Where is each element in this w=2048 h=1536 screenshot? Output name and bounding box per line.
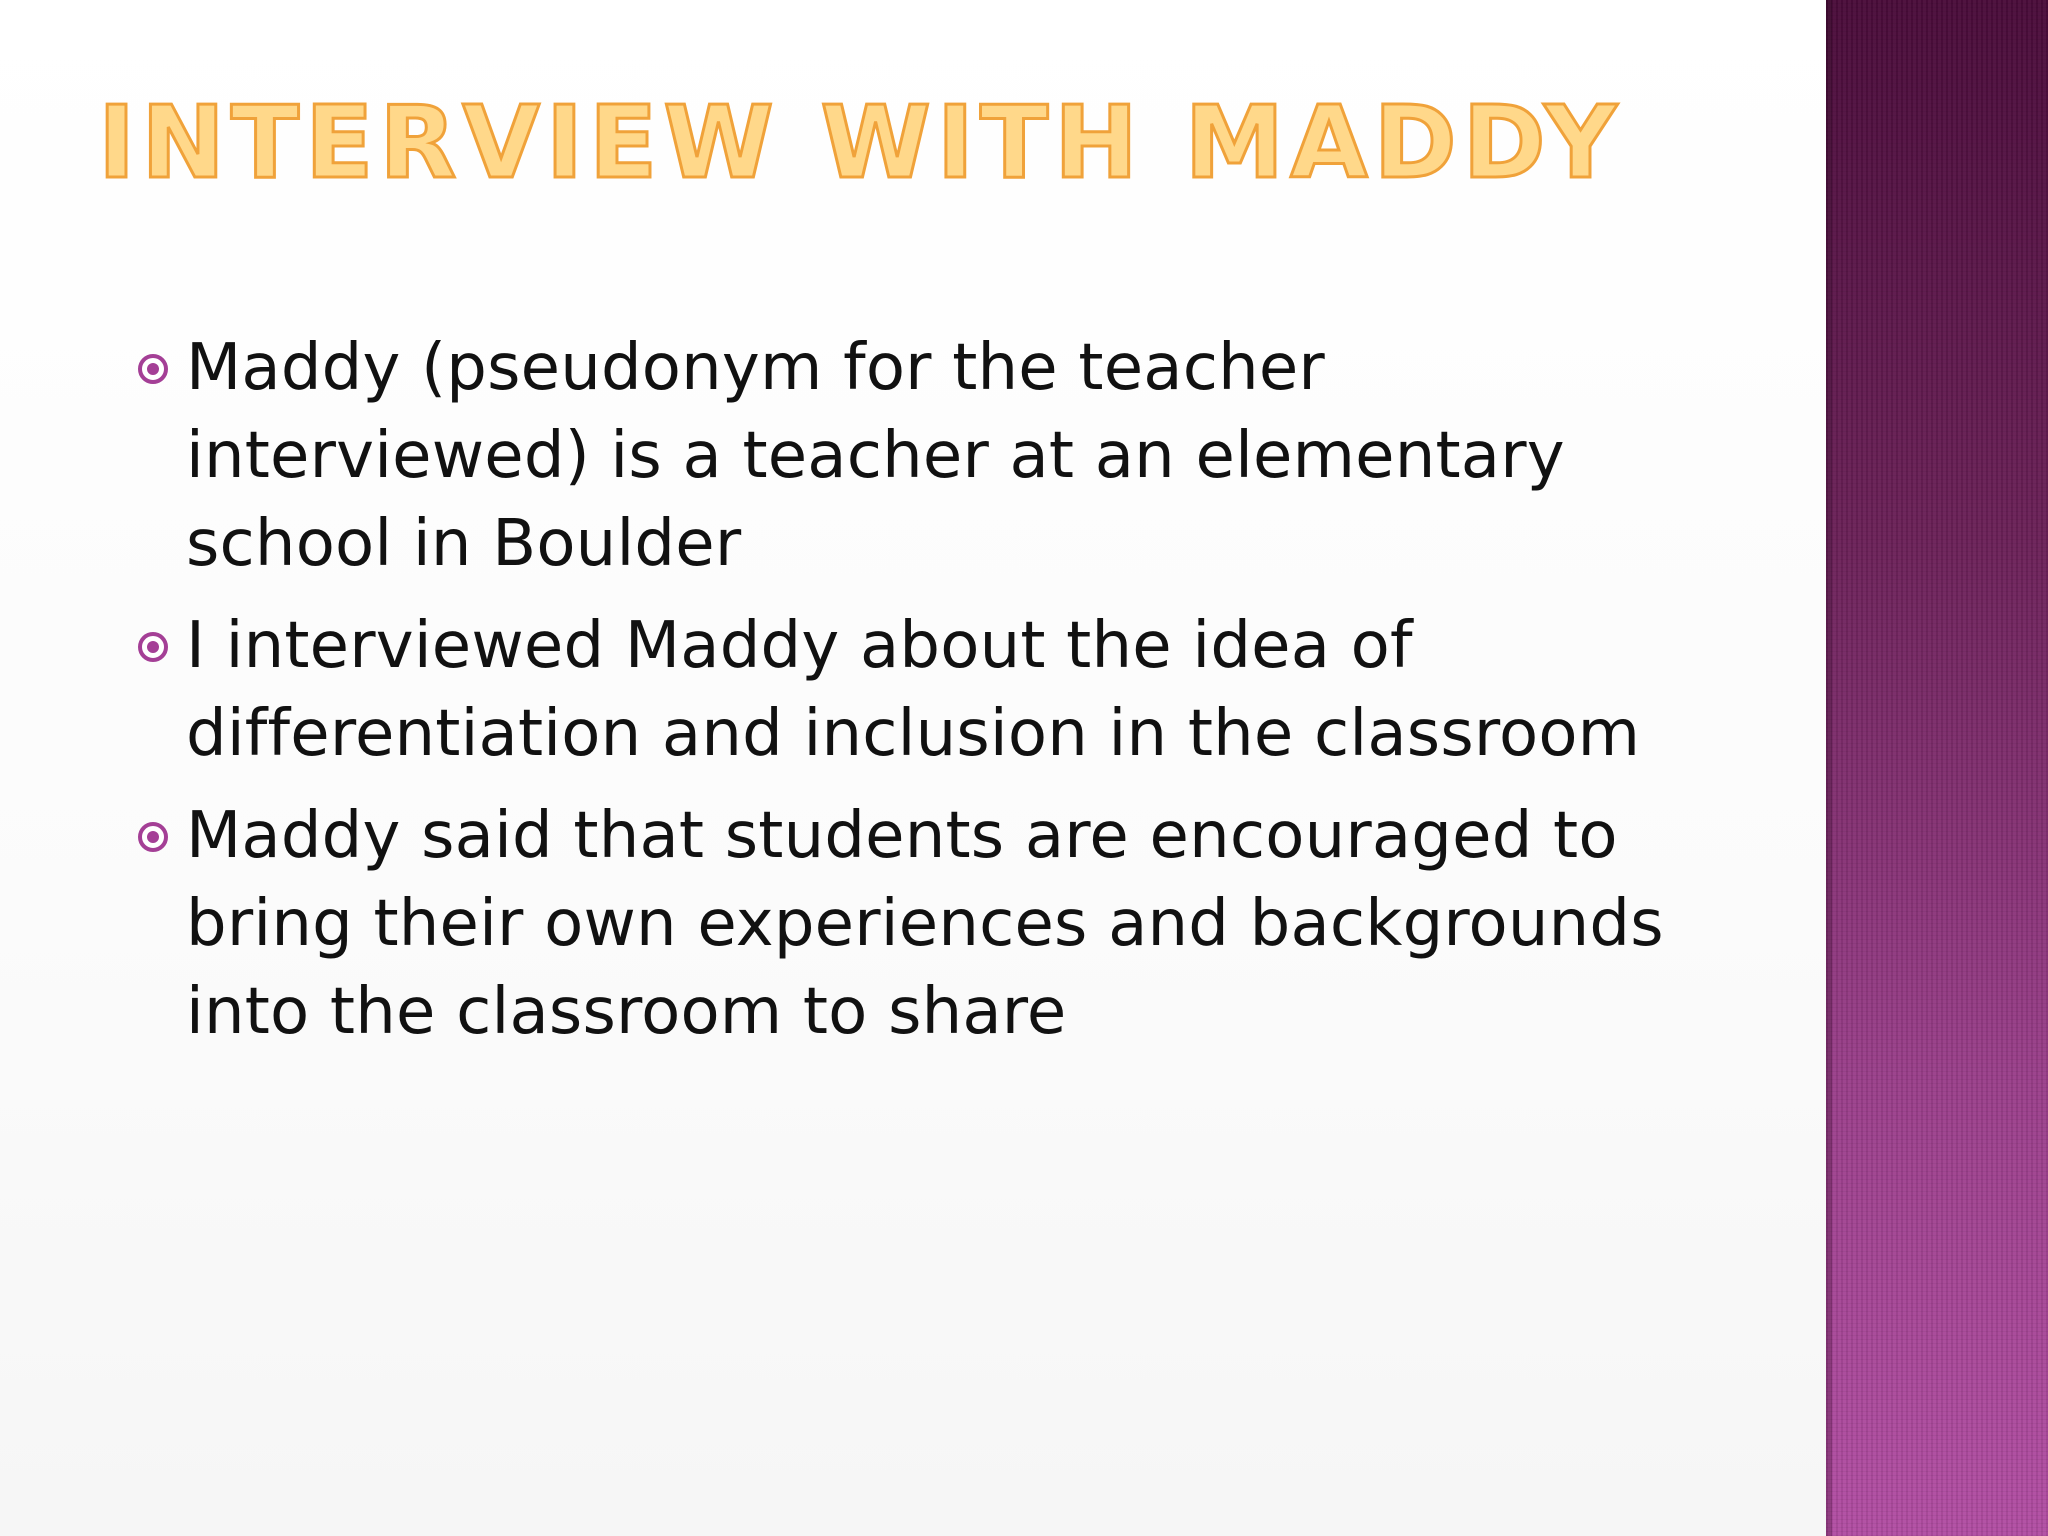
target-bullet-icon [138, 822, 168, 852]
bullet-text: Maddy said that students are encouraged to bring their own experiences and backgrounds into the classroom to share [186, 799, 1664, 1049]
list-item [138, 324, 1698, 588]
bullet-text: I interviewed Maddy about the idea of differentiation and inclusion in the classroom [186, 609, 1641, 771]
bullet-list [138, 324, 1698, 1070]
decorative-side-panel [1826, 0, 2048, 1536]
slide-title: INTERVIEW WITH MADDY [98, 84, 1623, 201]
list-item [138, 602, 1698, 778]
bullet-text: Maddy (pseudonym for the teacher interviewed) is a teacher at an elementary school in Boulder [186, 331, 1565, 581]
target-bullet-icon [138, 632, 168, 662]
target-bullet-icon [138, 354, 168, 384]
list-item [138, 792, 1698, 1056]
